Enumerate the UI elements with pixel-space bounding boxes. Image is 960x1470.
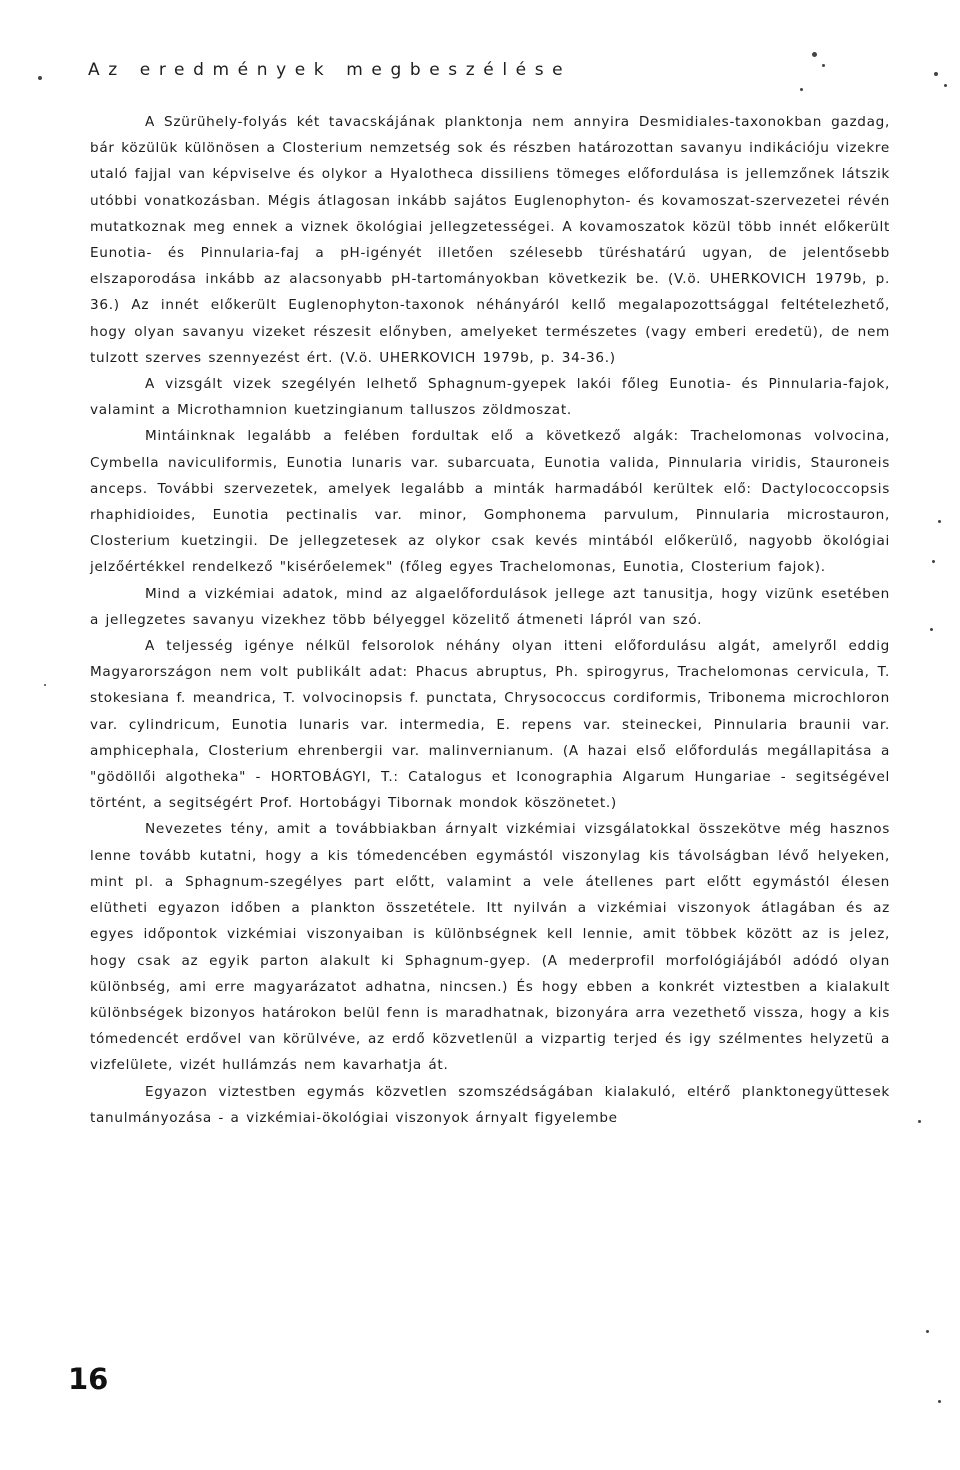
scan-speck: [938, 1400, 941, 1403]
scan-speck: [938, 520, 941, 523]
paragraph-3: Mintáinknak legalább a felében fordultak elő a következő algák: Trachelomonas volvocina, Cymbella naviculiformis, Eunotia lunaris var. subarcuata, Eunotia valida, Pinnularia viridis, Stauroneis anceps. További szervezetek, amelyek legalább a minták harmadából kerültek elő: Dactylococcopsis rhaphidioides, Eunotia pectinalis var. minor, Gomphonema parvulum, Pinnularia microstauron, Closterium kuetzingii. De jellegzetesek az olykor csak kevés mintából előkerülő, nagyobb ökológiai jelzőértékkel rendelkező "kisérőelemek" (főleg egyes Trachelomonas, Eunotia, Closterium fajok).: [90, 428, 890, 576]
scan-speck: [934, 72, 938, 76]
body-text: [90, 109, 890, 1131]
scan-speck: [812, 52, 817, 57]
paragraph-5: A teljesség igénye nélkül felsorolok néhány olyan itteni előfordulásu algát, amelyről eddig Magyarországon nem volt publikált adat: Phacus abruptus, Ph. spirogyrus, Trachelomonas cervicula, T. stokesiana f. meandrica, T. volvocinopsis f. punctata, Chrysococcus cordiformis, Tribonema microchloron var. cylindricum, Eunotia lunaris var. intermedia, E. repens var. steineckei, Pinnularia braunii var. amphicephala, Closterium ehrenbergii var. malinvernianum. (A hazai első előfordulás megállapitása a "gödöllői algotheka" - HORTOBÁGYI, T.: Catalogus et Iconographia Algarum Hungariae - segitségével történt, a segitségért Prof. Hortobágyi Tibornak mondok köszönetet.): [90, 638, 890, 812]
page-number: 16: [68, 1362, 109, 1396]
scan-speck: [822, 64, 825, 67]
scan-speck: [944, 84, 947, 87]
paragraph-4: Mind a vizkémiai adatok, mind az algaelőfordulások jellege azt tanusitja, hogy vizünk esetében a jellegzetes savanyu vizekhez több bélyeggel közelitő átmeneti lápról van szó.: [90, 585, 890, 628]
scan-speck: [44, 684, 46, 686]
scan-speck: [918, 1120, 921, 1123]
paragraph-7: Egyazon viztestben egymás közvetlen szomszédságában kialakuló, eltérő planktonegyüttesek tanulmányozása - a vizkémiai-ökológiai viszonyok árnyalt figyelembe: [90, 1083, 890, 1126]
scan-speck: [930, 628, 933, 631]
scan-speck: [926, 1330, 929, 1333]
scan-speck: [800, 88, 803, 91]
paragraph-1: A Szürühely-folyás két tavacskájának planktonja nem annyira Desmidiales-taxonokban gazdag, bár közülük különösen a Closterium nemzetség sok és részben határozottan savanyu indikációju vizekre utaló fajjal van képviselve és olykor a Hyalotheca dissiliens tömeges előfordulása is jellemzőnek látszik utóbbi vonatkozásban. Mégis átlagosan inkább sajátos Euglenophyton- és kovamoszat-szervezetei révén mutatkoznak meg ennek a viznek ökológiai jellegzetességei. A kovamoszatok közül több innét előkerült Eunotia- és Pinnularia-faj a pH-igényét illetően szélesebb türéshatárú ugyan, de jelentősebb elszaporodása inkább az alacsonyabb pH-tartományokban következik be. (V.ö. UHERKOVICH 1979b, p. 36.) Az innét előkerült Euglenophyton-taxonok néhányáról kellő megalapozottsággal feltételezhető, hogy olyan savanyu vizeket részesit előnyben, amelyeket természetes (vagy emberi eredetü), de nem tulzott szerves szennyezést ért. (V.ö. UHERKOVICH 1979b, p. 34-36.): [90, 114, 890, 366]
section-heading: Az eredmények megbeszélése: [88, 60, 572, 80]
scan-speck: [38, 76, 42, 80]
paragraph-6: Nevezetes tény, amit a továbbiakban árnyalt vizkémiai vizsgálatokkal összekötve még hasznos lenne tovább kutatni, hogy a kis tómedencében egymástól viszonylag kis távolságban lévő helyeken, mint pl. a Sphagnum-szegélyes part előtt, valamint a vele átellenes part előtt egymástól élesen elütheti egyazon időben a plankton összetétele. Itt nyilván a vizkémiai viszonyok átlagában és az egyes időpontok vizkémiai viszonyaiban is különbségnek kell lennie, amit többek között az is jelez, hogy csak az egyik parton alakult ki Sphagnum-gyep. (A mederprofil morfológiájából adódó olyan különbség, ami erre magyarázatot adhatna, nincsen.) És hogy ebben a konkrét viztestben a kialakult különbségek bizonyos határokon belül fenn is maradhatnak, bizonyára arra vezethető vissza, hogy a kis tómedencét erdővel van körülvéve, az erdő közvetlenül a vizpartig terjed és igy szélmentes helyzetü a vizfelülete, vizét hullámzás nem kavarhatja át.: [90, 821, 890, 1074]
paragraph-2: A vizsgált vizek szegélyén lelhető Sphagnum-gyepek lakói főleg Eunotia- és Pinnularia-fajok, valamint a Microthamnion kuetzingianum talluszos zöldmoszat.: [90, 376, 890, 419]
scan-speck: [932, 560, 935, 563]
